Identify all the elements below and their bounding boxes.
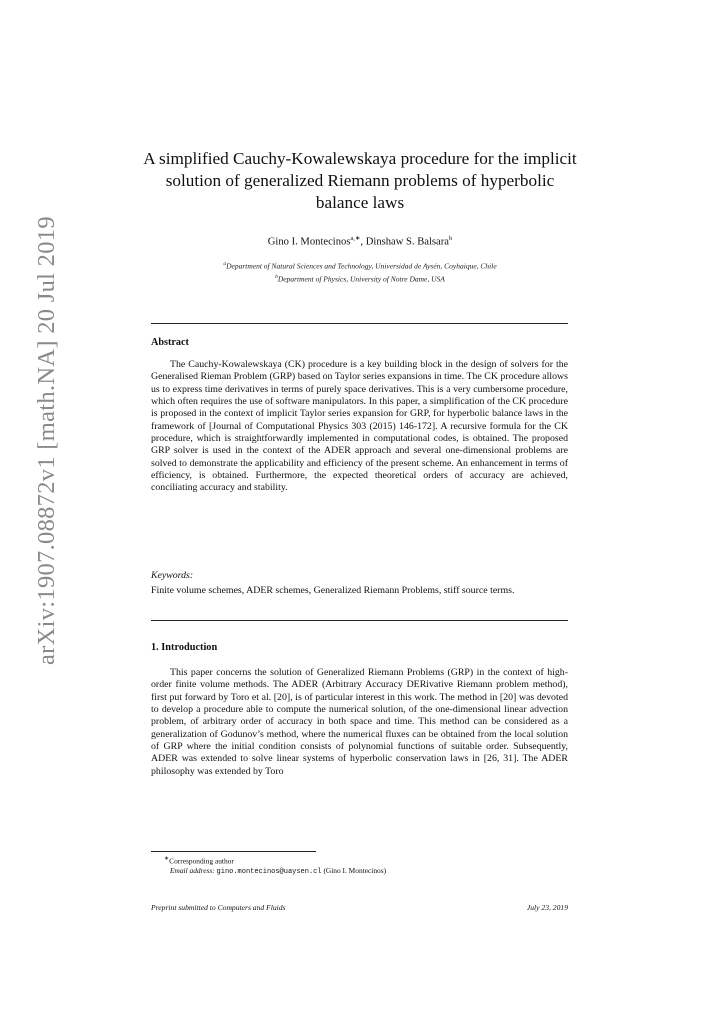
email-link[interactable]: gino.montecinos@uaysen.cl [216, 868, 322, 877]
abstract-text: The Cauchy-Kowalewskaya (CK) procedure is a key building block in the design of solvers for the Generalised Rieman Problem (GRP) based on Taylor series expansions in time. The CK procedure allows us to express time derivatives in terms of purely space derivatives. This is a very cumbersome procedure, which often requires the use of software manipulators. In this paper, a simplification of the CK procedure is proposed in the context of implicit Taylor series expansion for GRP, for hyperbolic balance laws in the framework of [Journal of Computational Physics 303 (2015) 146-172]. A recursive formula for the CK procedure, which is straightforwardly implemented in computational codes, is obtained. The proposed GRP solver is used in the context of the ADER approach and several one-dimensional problems are solved to demonstrate the applicability and efficiency of the present scheme. An enhancement in terms of efficiency, is obtained. Furthermore, the expected theoretical orders of accuracy are achieved, conciliating accuracy and stability. [151, 359, 568, 494]
author-list [150, 234, 570, 248]
keywords-heading: Keywords: [151, 570, 194, 581]
abstract-bottom-rule [151, 620, 568, 621]
author-affiliation-mark: b [448, 235, 453, 242]
affiliation-text: Department of Natural Sciences and Technology, Universidad de Aysén, Coyhaique, Chile [226, 261, 497, 271]
footnote-mark: ∗ [164, 856, 170, 862]
affiliation-mark: b [275, 273, 278, 280]
abstract-top-rule [151, 323, 568, 324]
affiliation-line [140, 259, 580, 272]
affiliations [140, 259, 580, 284]
paper-title: A simplified Cauchy-Kowalewskaya procedure for the implicit solution of generalized Riemann problems of hyperbolic balance laws [143, 149, 577, 212]
footnote-corresponding: ∗Corresponding author [164, 856, 234, 866]
section-heading-introduction: 1. Introduction [151, 642, 218, 653]
author-affiliation-mark: a,∗ [350, 235, 361, 242]
affiliation-line [140, 272, 580, 285]
footnote-rule [151, 851, 316, 852]
footnote-email [151, 866, 568, 877]
author-separator: , [360, 236, 366, 248]
introduction-text: This paper concerns the solution of Generalized Riemann Problems (GRP) in the context of high-order finite volume methods. The ADER (Arbitrary Accuracy DERivative Riemann problem method), first put forward by Toro et al. [20], is of particular interest in this work. The method in [20] was devoted to develop a procedure able to compute the numerical solution, of the one-dimensional linear advection problem, of arbitrary order of accuracy in both space and time. This method can be considered as a generalization of Godunov’s method, where the numerical fluxes can be obtained from the local solution of GRP where the initial condition consists of polynomial functions of suitable order. Subsequently, ADER was extended to solve linear systems of hyperbolic conservation laws in [26, 31]. The ADER philosophy was extended by Toro [151, 667, 568, 777]
email-owner: (Gino I. Montecinos) [323, 866, 387, 876]
email-label: Email address: [170, 866, 215, 876]
author-name: Dinshaw S. Balsara [365, 236, 449, 248]
keywords-text: Finite volume schemes, ADER schemes, Generalized Riemann Problems, stiff source terms. [151, 585, 515, 596]
preprint-date: July 23, 2019 [526, 903, 568, 912]
preprint-notice: Preprint submitted to Computers and Fluids [151, 903, 286, 912]
author-name: Gino I. Montecinos [267, 236, 351, 248]
abstract-heading: Abstract [151, 337, 189, 348]
affiliation-text: Department of Physics, University of Notre Dame, USA [277, 274, 445, 283]
footnote [151, 854, 568, 877]
affiliation-mark: a [223, 261, 227, 267]
arxiv-identifier-stamp[interactable]: arXiv:1907.08872v1 [math.NA] 20 Jul 2019 [33, 216, 60, 665]
